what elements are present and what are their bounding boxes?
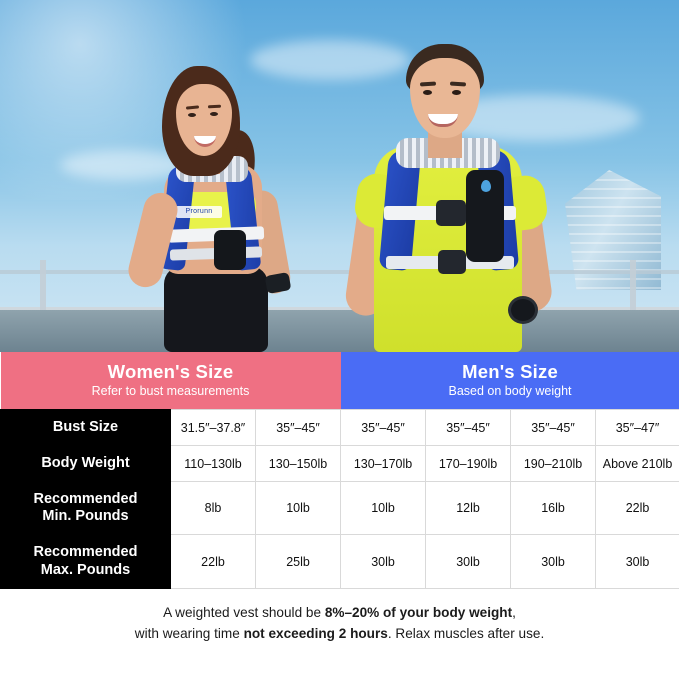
table-cell: 35″–45″ xyxy=(511,410,596,446)
table-cell: Above 210lb xyxy=(596,446,679,482)
table-cell: 30lb xyxy=(596,535,679,588)
women-size-subtitle: Refer to bust measurements xyxy=(91,384,250,398)
brand-logo: Prorunn xyxy=(176,206,222,218)
shorts xyxy=(164,266,268,352)
table-cell: 30lb xyxy=(341,535,426,588)
wrist-watch xyxy=(508,296,538,324)
eye xyxy=(210,112,218,116)
table-cell: 35″–45″ xyxy=(341,410,426,446)
table-cell: 25lb xyxy=(256,535,341,588)
wrist-watch xyxy=(265,272,292,294)
women-size-header xyxy=(1,352,341,410)
table-cell: 22lb xyxy=(596,482,679,535)
men-size-subtitle: Based on body weight xyxy=(448,384,572,398)
row-label-recommended-max-pounds xyxy=(1,535,171,588)
table-cell: 10lb xyxy=(256,482,341,535)
table-header-row xyxy=(1,352,679,410)
row-label-body-weight: Body Weight xyxy=(1,446,171,482)
row-label-line-1: Recommended xyxy=(33,491,138,508)
table-row xyxy=(1,446,679,482)
row-label-bust-size: Bust Size xyxy=(1,410,171,446)
table-cell: 190–210lb xyxy=(511,446,596,482)
table-row xyxy=(1,482,679,535)
size-chart xyxy=(0,352,679,589)
men-size-header xyxy=(341,352,679,410)
table-cell: 35″–45″ xyxy=(256,410,341,446)
usage-note-emphasis: 8%–20% of your body weight xyxy=(324,604,513,620)
usage-note-line-2 xyxy=(18,623,661,644)
usage-note-text: A weighted vest should be xyxy=(163,604,325,620)
size-table xyxy=(0,352,679,589)
table-row xyxy=(1,410,679,446)
male-model xyxy=(340,34,580,352)
female-model xyxy=(120,52,320,352)
table-cell: 110–130lb xyxy=(171,446,256,482)
row-label-line-2: Min. Pounds xyxy=(42,508,129,525)
row-label-line-2: Max. Pounds xyxy=(40,561,131,578)
usage-note-text: , xyxy=(512,604,516,620)
eye xyxy=(452,90,461,95)
row-label-line-1: Recommended xyxy=(33,544,138,561)
table-cell: 35″–45″ xyxy=(426,410,511,446)
table-cell: 35″–47″ xyxy=(596,410,679,446)
table-cell: 31.5″–37.8″ xyxy=(171,410,256,446)
vest-buckle xyxy=(436,200,466,226)
usage-note xyxy=(0,589,679,658)
table-cell: 22lb xyxy=(171,535,256,588)
table-cell: 170–190lb xyxy=(426,446,511,482)
eye xyxy=(423,90,432,95)
table-cell: 12lb xyxy=(426,482,511,535)
table-row xyxy=(1,535,679,588)
table-cell: 10lb xyxy=(341,482,426,535)
table-cell: 30lb xyxy=(511,535,596,588)
row-label-recommended-min-pounds xyxy=(1,482,171,535)
table-cell: 30lb xyxy=(426,535,511,588)
usage-note-emphasis: not exceeding 2 hours xyxy=(243,625,388,641)
table-cell: 16lb xyxy=(511,482,596,535)
usage-note-line-1 xyxy=(18,602,661,623)
table-cell: 130–170lb xyxy=(341,446,426,482)
table-cell: 8lb xyxy=(171,482,256,535)
usage-note-text: with wearing time xyxy=(134,625,244,641)
women-size-title: Women's Size xyxy=(107,361,234,382)
table-cell: 130–150lb xyxy=(256,446,341,482)
vest-weight-pod xyxy=(214,230,246,270)
water-drop-icon xyxy=(481,180,491,192)
usage-note-text: . Relax muscles after use. xyxy=(387,625,545,641)
men-size-title: Men's Size xyxy=(462,361,558,382)
vest-buckle xyxy=(438,250,466,274)
eye xyxy=(188,113,196,117)
